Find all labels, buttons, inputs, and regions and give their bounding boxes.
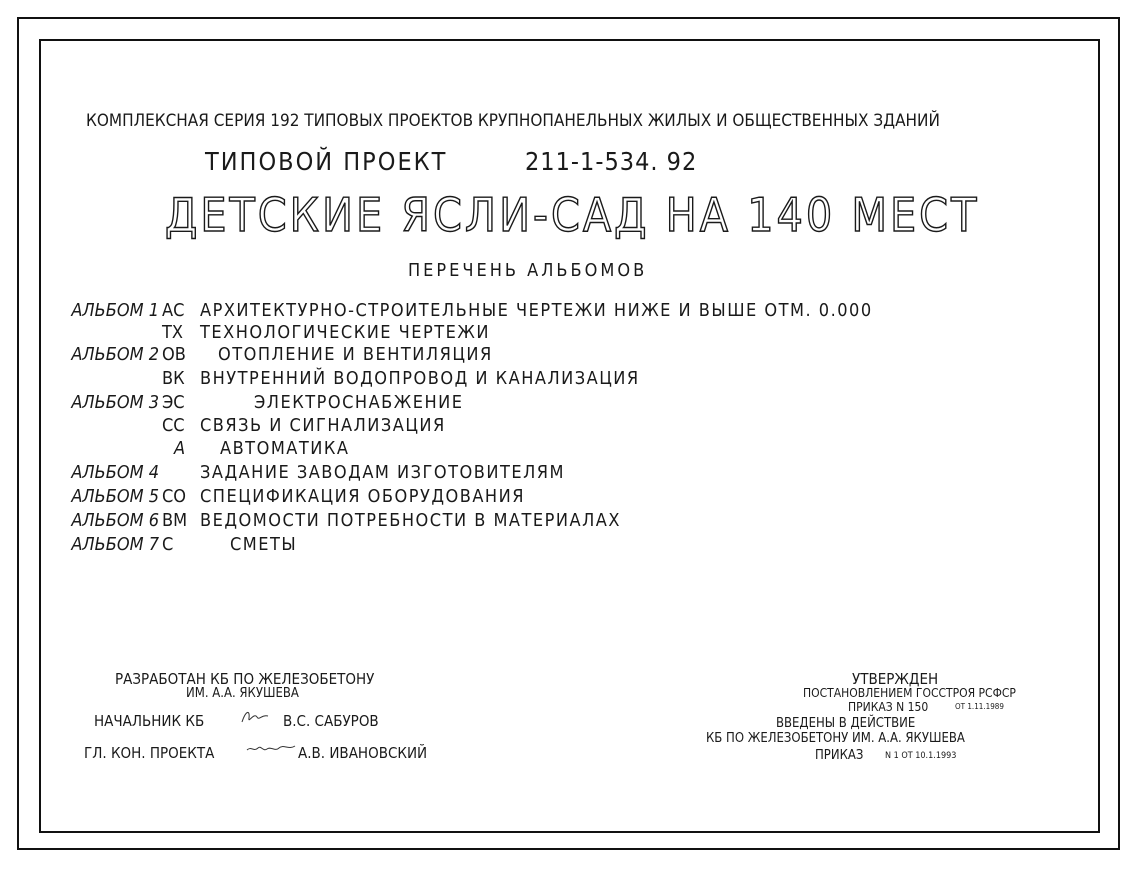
series-heading: КОМПЛЕКСНАЯ СЕРИЯ 192 ТИПОВЫХ ПРОЕКТОВ КРУПНОПАНЕЛЬНЫХ ЖИЛЫХ И ОБЩЕСТВЕННЫХ ЗДАНИЙ (86, 111, 940, 131)
album-code: ВК (162, 368, 185, 389)
developer-line-1: РАЗРАБОТАН КБ ПО ЖЕЛЕЗОБЕТОНУ (115, 670, 375, 688)
album-label: АЛЬБОМ 7 (71, 534, 159, 555)
album-code: СО (162, 486, 187, 507)
album-description: ОТОПЛЕНИЕ И ВЕНТИЛЯЦИЯ (218, 344, 493, 365)
engineer-name: А.В. ИВАНОВСКИЙ (298, 744, 428, 762)
album-description: АВТОМАТИКА (220, 438, 350, 459)
engineer-label: ГЛ. КОН. ПРОЕКТА (84, 744, 215, 762)
approved-order-date: ОТ 1.11.1989 (955, 702, 1004, 711)
album-code: ОВ (162, 344, 186, 365)
album-code: ВМ (162, 510, 188, 531)
album-label: АЛЬБОМ 2 (71, 344, 159, 365)
album-code: ЭС (162, 392, 185, 413)
enacted-line: ВВЕДЕНЫ В ДЕЙСТВИЕ (776, 716, 916, 731)
album-description: ТЕХНОЛОГИЧЕСКИЕ ЧЕРТЕЖИ (200, 322, 490, 343)
album-code: СС (162, 415, 185, 436)
album-description: АРХИТЕКТУРНО-СТРОИТЕЛЬНЫЕ ЧЕРТЕЖИ НИЖЕ И ВЫШЕ ОТМ. 0.000 (200, 300, 873, 321)
album-description: ЗАДАНИЕ ЗАВОДАМ ИЗГОТОВИТЕЛЯМ (200, 462, 565, 483)
document-title: ДЕТСКИЕ ЯСЛИ-САД НА 140 МЕСТ (165, 188, 980, 242)
approved-line-1: УТВЕРЖДЕН (852, 670, 939, 688)
album-label: АЛЬБОМ 1 (71, 300, 159, 321)
enacted-by: КБ ПО ЖЕЛЕЗОБЕТОНУ ИМ. А.А. ЯКУШЕВА (706, 731, 965, 746)
approved-line-2: ПОСТАНОВЛЕНИЕМ ГОССТРОЯ РСФСР (803, 686, 1016, 700)
approved-order: ПРИКАЗ N 150 (848, 700, 929, 714)
album-label: АЛЬБОМ 5 (71, 486, 159, 507)
enacted-order-detail: N 1 ОТ 10.1.1993 (885, 751, 957, 761)
album-description: СПЕЦИФИКАЦИЯ ОБОРУДОВАНИЯ (200, 486, 525, 507)
engineer-signature (245, 740, 297, 756)
album-description: СМЕТЫ (230, 534, 298, 555)
list-heading: ПЕРЕЧЕНЬ АЛЬБОМОВ (408, 260, 648, 281)
developer-line-2: ИМ. А.А. ЯКУШЕВА (186, 686, 299, 701)
chief-signature (240, 708, 270, 726)
album-description: ЭЛЕКТРОСНАБЖЕНИЕ (254, 392, 464, 413)
album-description: ВНУТРЕННИЙ ВОДОПРОВОД И КАНАЛИЗАЦИЯ (200, 368, 640, 389)
project-number: 211-1-534. 92 (525, 147, 698, 176)
album-label: АЛЬБОМ 6 (71, 510, 159, 531)
album-label: АЛЬБОМ 4 (71, 462, 159, 483)
chief-name: В.С. САБУРОВ (283, 712, 379, 730)
album-code: С (162, 534, 174, 555)
album-code: А (174, 438, 186, 459)
album-code: АС (162, 300, 185, 321)
album-code: ТХ (162, 322, 183, 343)
enacted-order: ПРИКАЗ (815, 748, 864, 763)
album-description: СВЯЗЬ И СИГНАЛИЗАЦИЯ (200, 415, 446, 436)
chief-label: НАЧАЛЬНИК КБ (94, 712, 205, 730)
project-label: ТИПОВОЙ ПРОЕКТ (205, 147, 448, 176)
album-label: АЛЬБОМ 3 (71, 392, 159, 413)
album-description: ВЕДОМОСТИ ПОТРЕБНОСТИ В МАТЕРИАЛАХ (200, 510, 621, 531)
